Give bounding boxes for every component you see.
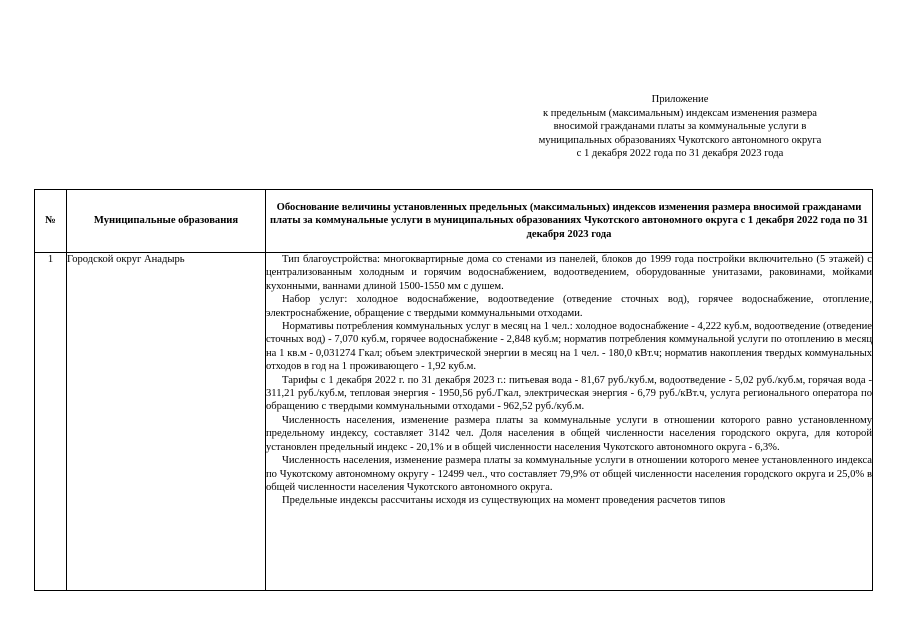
justification-paragraph: Численность населения, изменение размера платы за коммунальные услуги в отношении которого менее установленного индекса по Чукотскому автономному округу - 12499 чел., что составляет 79,9% от общей численности населения городского округа и 25,0% в общей численности населения Чукотского автономного округа.	[266, 455, 872, 493]
appendix-line: с 1 декабря 2022 года по 31 декабря 2023 года	[576, 148, 784, 160]
justification-paragraph: Предельные индексы рассчитаны исходя из существующих на момент проведения расчетов типов	[282, 495, 726, 507]
justification-paragraph: Тарифы с 1 декабря 2022 г. по 31 декабря 2023 г.: питьевая вода - 81,67 руб./куб.м, водоотведение - 5,02 руб./куб.м, горячая вода - 311,21 руб./куб.м, тепловая энергия - 1950,56 руб./Гкал, электрическая энергия - 6,79 руб./кВт.ч, услуга регионального оператора по обращению с твердыми коммунальными отходами - 962,52 руб./куб.м.	[266, 374, 872, 413]
appendix-heading	[470, 93, 890, 161]
appendix-line: к предельным (максимальным) индексам изменения размера	[543, 107, 817, 119]
appendix-line: муниципальных образованиях Чукотского автономного округа	[538, 134, 822, 146]
header-municipality: Муниципальные образования	[67, 190, 266, 253]
table-header-row	[35, 190, 873, 253]
appendix-line: вносимой гражданами платы за коммунальные услуги в	[553, 121, 807, 133]
row-justification	[266, 253, 873, 591]
justification-paragraph: Нормативы потребления коммунальных услуг в месяц на 1 чел.: холодное водоснабжение - 4,222 куб.м, водоотведение (отведение сточных вод) - 7,070 куб.м, горячее водоснабжение - 2,848 куб.м; норматив потребления коммунальной услуги по отоплению в месяц на 1 кв.м - 0,031274 Гкал; объем электрической энергии в месяц на 1 чел. - 180,0 кВт.ч; норматив накопления твердых коммунальных отходов в год на 1 проживающего - 1,92 куб.м.	[266, 321, 872, 373]
justification-paragraph: Набор услуг: холодное водоснабжение, водоотведение (отведение сточных вод), горячее водоснабжение, отопление, электроснабжение, обращение с твердыми коммунальными отходами.	[266, 294, 872, 319]
table-row	[35, 253, 873, 591]
row-municipality: Городской округ Анадырь	[67, 253, 266, 591]
header-justification: Обоснование величины установленных предельных (максимальных) индексов изменения размера вносимой гражданами платы за коммунальные услуги в муниципальных образованиях Чукотского автономного округа с 1 декабря 2022 года по 31 декабря 2023 года	[266, 190, 873, 253]
justification-paragraph: Тип благоустройства: многоквартирные дома со стенами из панелей, блоков до 1999 года постройки включительно (5 этажей) с централизованным холодным и горячим водоснабжением, водоотведением, оборудованные унитазами, раковинами, мойками кухонными, ваннами длиной 1500-1550 мм с душем.	[266, 254, 872, 292]
row-number: 1	[35, 253, 67, 591]
justification-paragraph: Численность населения, изменение размера платы за коммунальные услуги в отношении которого равно установленному предельному индексу, составляет 3142 чел. Доля населения в общей численности населения городского округа, для которой установлен предельный индекс - 20,1% и в общей численности населения Чукотского автономного округа - 6,3%.	[266, 414, 872, 453]
header-number: №	[35, 190, 67, 253]
indices-table	[34, 189, 873, 591]
appendix-line: Приложение	[651, 94, 709, 105]
